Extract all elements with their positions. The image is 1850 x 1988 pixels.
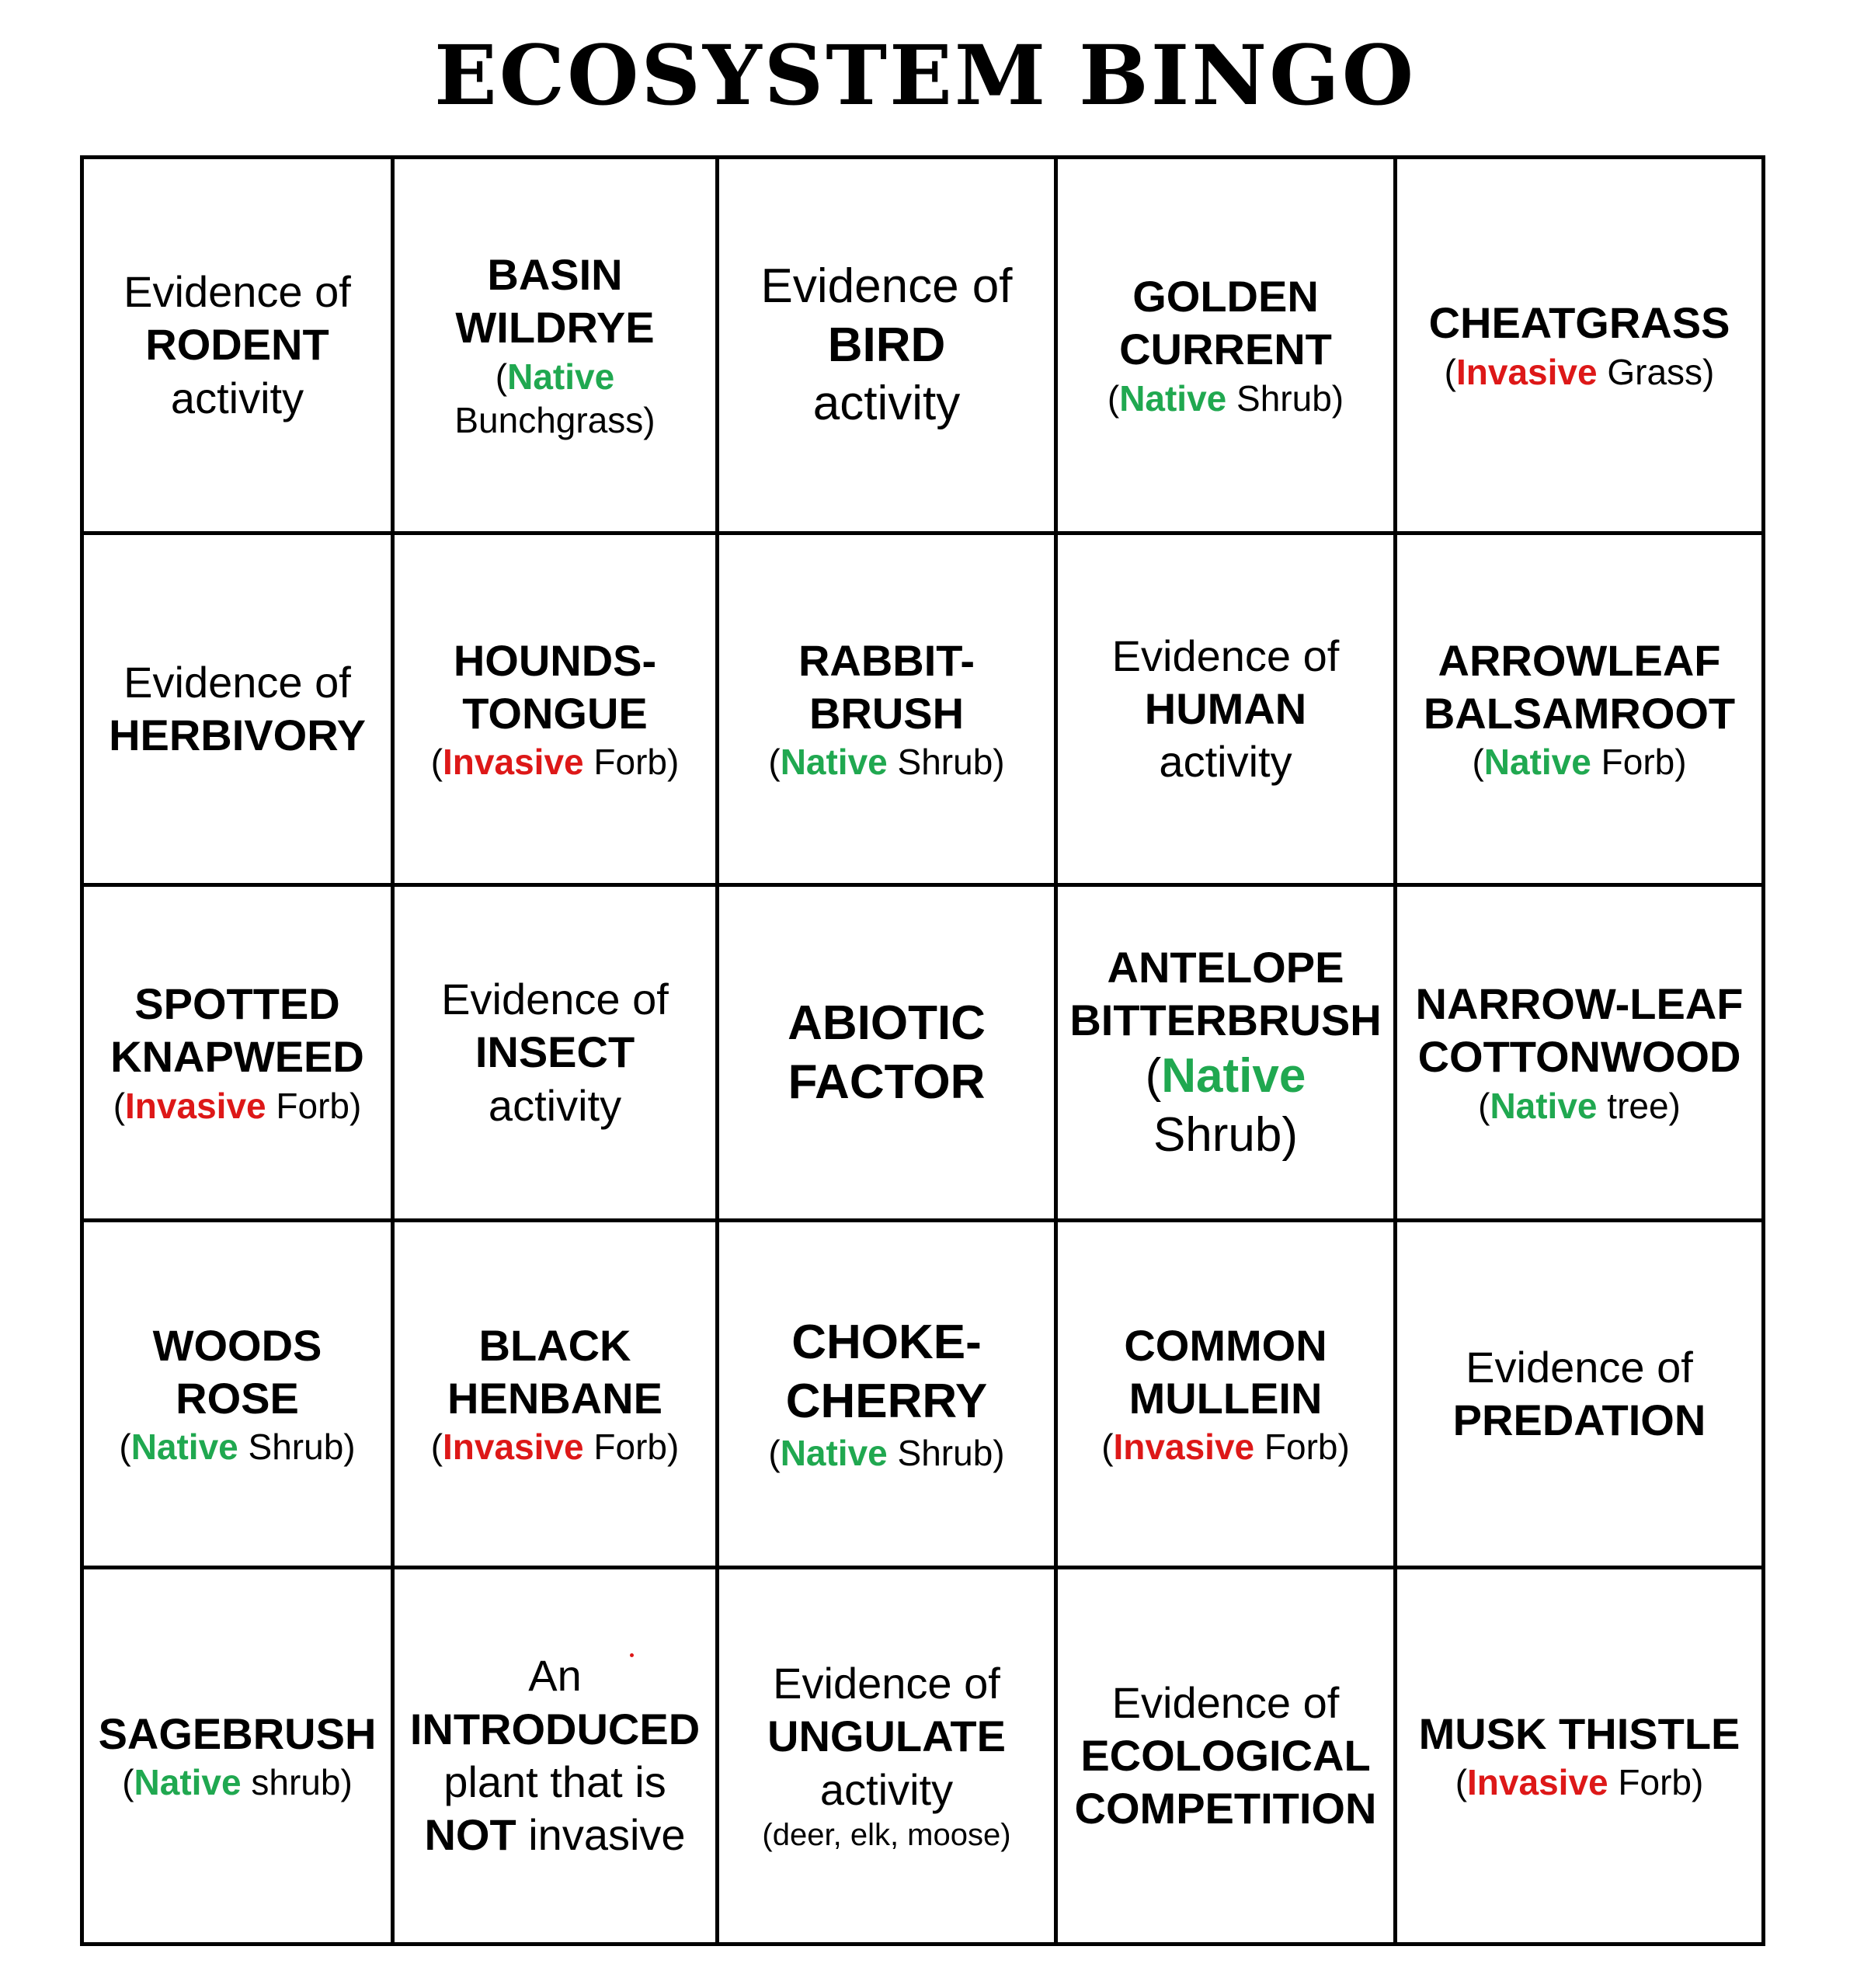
native-label: Native	[134, 1762, 242, 1803]
cell-line: (deer, elk, moose)	[762, 1818, 1011, 1853]
cell-line: BASIN	[487, 250, 623, 300]
bingo-cell[interactable]	[395, 535, 715, 883]
cell-line: WILDRYE	[455, 303, 655, 353]
cell-line: BIRD	[827, 318, 946, 372]
cell-line: (Invasive Forb)	[430, 1427, 680, 1468]
cell-line: MUSK THISTLE	[1418, 1708, 1740, 1758]
invasive-label: Invasive	[125, 1085, 266, 1126]
bingo-cell[interactable]	[395, 1222, 715, 1566]
bingo-cell[interactable]	[719, 1569, 1054, 1942]
bingo-cell[interactable]	[1058, 535, 1393, 883]
cell-line: Evidence of	[123, 657, 351, 707]
cell-line: Evidence of	[441, 975, 669, 1024]
cell-line: activity	[488, 1080, 622, 1130]
cell-line: CURRENT	[1119, 325, 1332, 374]
cell-line: CHOKE-	[791, 1315, 982, 1370]
cell-line: HERBIVORY	[109, 711, 366, 759]
cell-line: TONGUE	[462, 688, 648, 738]
bingo-cell[interactable]	[1397, 1569, 1761, 1942]
cell-line: activity	[819, 1764, 954, 1814]
cell-line: (Native	[495, 356, 615, 397]
cell-line: Evidence of	[1466, 1342, 1693, 1392]
cell-line: FACTOR	[788, 1055, 986, 1109]
bingo-cell[interactable]	[719, 535, 1054, 883]
cell-line: SPOTTED	[134, 979, 340, 1029]
cell-line: INSECT	[475, 1027, 635, 1077]
cell-line: INTRODUCED	[409, 1704, 701, 1753]
native-label: Native	[1119, 377, 1227, 419]
cell-line: (Invasive Forb)	[113, 1085, 362, 1126]
bingo-cell[interactable]	[84, 1222, 391, 1566]
cell-line: RODENT	[145, 320, 329, 370]
bingo-cell[interactable]	[1058, 887, 1393, 1218]
native-label: Native	[1483, 742, 1591, 783]
cell-line: ANTELOPE	[1107, 942, 1344, 992]
bingo-cell[interactable]	[719, 159, 1054, 531]
cell-line: COMMON	[1124, 1320, 1327, 1370]
cell-line: (Native shrub)	[122, 1762, 353, 1803]
cell-line: Evidence of	[123, 267, 351, 317]
bingo-cell[interactable]	[719, 887, 1054, 1218]
cell-line: An	[528, 1651, 582, 1701]
cell-line: (Native tree)	[1478, 1085, 1681, 1126]
native-label: Native	[507, 356, 615, 397]
invasive-label: Invasive	[1113, 1427, 1255, 1468]
bingo-cell[interactable]	[395, 159, 715, 531]
bingo-cell[interactable]	[1397, 159, 1761, 531]
invasive-label: Invasive	[443, 1427, 584, 1468]
cell-line: HENBANE	[447, 1373, 662, 1423]
cell-line: KNAPWEED	[110, 1032, 364, 1082]
cell-line: HOUNDS-	[453, 635, 657, 685]
cell-line: MULLEIN	[1128, 1373, 1323, 1423]
bingo-cell[interactable]	[1397, 535, 1761, 883]
cell-line: ECOLOGICAL	[1080, 1730, 1371, 1780]
native-label: Native	[1161, 1049, 1306, 1103]
invasive-label: Invasive	[1467, 1762, 1608, 1803]
invasive-label: Invasive	[1455, 351, 1598, 392]
invasive-label: Invasive	[443, 742, 584, 783]
cell-line: BALSAMROOT	[1423, 688, 1736, 738]
native-label: Native	[1490, 1085, 1598, 1126]
cell-line: ROSE	[176, 1373, 299, 1423]
cell-line: WOODS	[152, 1320, 322, 1370]
cell-line: CHERRY	[785, 1374, 988, 1428]
cell-line: (Native Shrub)	[119, 1427, 356, 1468]
bingo-cell[interactable]	[84, 535, 391, 883]
cell-line: Evidence of	[1111, 631, 1340, 680]
native-label: Native	[130, 1427, 238, 1468]
cell-line: plant that is	[443, 1757, 666, 1806]
cell-line: (Native Shrub)	[1107, 377, 1344, 419]
cell-line: (Invasive Forb)	[430, 742, 680, 783]
bingo-cell[interactable]	[84, 159, 391, 531]
cell-line: (Native Shrub)	[768, 1432, 1005, 1473]
bingo-cell[interactable]	[719, 1222, 1054, 1566]
cell-line: ABIOTIC	[788, 996, 986, 1050]
cell-line: (Native Shrub)	[768, 742, 1005, 783]
cell-line: SAGEBRUSH	[98, 1708, 377, 1758]
bingo-cell[interactable]	[1397, 1222, 1761, 1566]
cell-line: COTTONWOOD	[1417, 1032, 1741, 1082]
cell-line: BITTERBRUSH	[1069, 995, 1382, 1044]
cell-line: COMPETITION	[1074, 1784, 1377, 1833]
bingo-cell[interactable]	[1058, 1569, 1393, 1942]
cell-line: BRUSH	[809, 688, 965, 738]
cell-line: (Native	[1145, 1049, 1306, 1103]
cell-line: Evidence of	[773, 1659, 1000, 1708]
cell-line: BLACK	[478, 1320, 631, 1370]
cell-line: RABBIT-	[798, 635, 975, 685]
cell-line: activity	[170, 373, 304, 422]
cell-line: (Invasive Forb)	[1455, 1762, 1704, 1803]
cell-line: Bunchgrass)	[454, 399, 655, 440]
cell-line: NOT invasive	[424, 1810, 686, 1860]
cell-line: Evidence of	[760, 259, 1013, 314]
native-label: Native	[780, 1432, 888, 1473]
cell-line: (Invasive Forb)	[1101, 1427, 1350, 1468]
cell-line: ARROWLEAF	[1438, 635, 1721, 685]
cell-line: Evidence of	[1111, 1677, 1340, 1727]
red-dot-mark	[630, 1653, 634, 1657]
cell-line: activity	[812, 377, 961, 431]
cell-line: CHEATGRASS	[1428, 298, 1730, 348]
cell-line: HUMAN	[1144, 683, 1307, 733]
cell-line: PREDATION	[1452, 1395, 1706, 1444]
cell-line: Shrub)	[1153, 1107, 1299, 1162]
cell-line: UNGULATE	[767, 1712, 1006, 1761]
cell-line: activity	[1159, 737, 1292, 787]
bingo-cell[interactable]	[395, 1569, 715, 1942]
bingo-cell[interactable]	[1058, 1222, 1393, 1566]
native-label: Native	[780, 742, 888, 783]
page-title: ECOSYSTEM BINGO	[433, 26, 1417, 123]
cell-line: (Native Forb)	[1472, 742, 1687, 783]
bingo-cell[interactable]	[395, 887, 715, 1218]
bingo-cell[interactable]	[84, 887, 391, 1218]
cell-line: GOLDEN	[1132, 272, 1319, 321]
bingo-cell[interactable]	[1397, 887, 1761, 1218]
bingo-cell[interactable]	[1058, 159, 1393, 531]
bingo-grid	[80, 155, 1765, 1946]
bingo-cell[interactable]	[84, 1569, 391, 1942]
cell-line: NARROW-LEAF	[1415, 979, 1744, 1029]
cell-line: (Invasive Grass)	[1444, 351, 1715, 392]
